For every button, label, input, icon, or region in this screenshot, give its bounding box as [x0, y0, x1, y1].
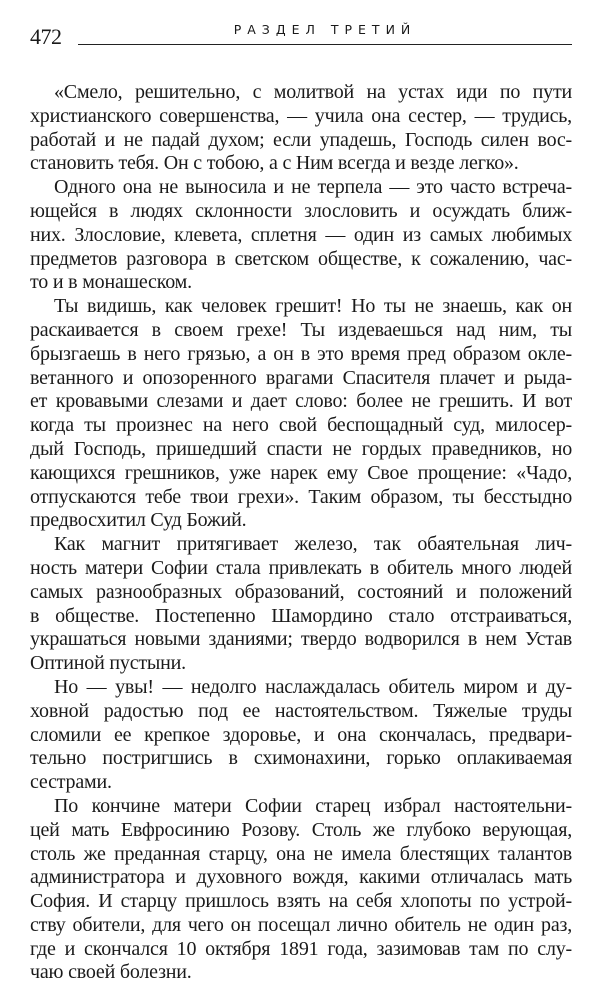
text-line: кающихся грешников, уже нарек ему Свое прощение: «Чадо,: [30, 461, 572, 484]
page-number: 472: [30, 24, 62, 49]
text-line: Одного она не выносила и не терпела — это часто встреча-: [54, 176, 572, 199]
text-line: брызгаешь в него грязью, а он в это время пред образом окле-: [30, 342, 572, 365]
text-line: ховной радостью под ее настоятельством. Тяжелые труды: [30, 699, 572, 722]
text-line: цей мать Евфросинию Розову. Столь же глубоко верующая,: [30, 818, 572, 841]
header-rule: [78, 44, 572, 45]
text-line: самых разнообразных образований, состояний и положений: [30, 580, 572, 603]
text-line: предметов разговора в светском обществе, к сожалению, час-: [30, 247, 572, 270]
paragraph: [30, 533, 572, 676]
text-line: чаю своей болезни.: [30, 961, 192, 984]
text-line: ству обители, для чего он посещал лично обитель не один раз,: [30, 913, 572, 936]
text-line: София. И старцу пришлось взять на себя хлопоты по устрой-: [30, 890, 572, 913]
text-line: администратора и духовного вождя, какими отличалась мать: [30, 866, 572, 889]
text-line: ющейся в людях склонности злословить и осуждать ближ-: [30, 199, 572, 222]
text-line: тельно постригшись в схимонахини, горько оплакиваемая: [30, 747, 572, 770]
text-line: в обществе. Постепенно Шамордино стало отстраиваться,: [30, 604, 572, 627]
paragraph: [30, 81, 572, 176]
text-line: дый Господь, пришедший спасти не гордых праведников, но: [30, 437, 572, 460]
text-line: ет кровавыми слезами и дает слово: более не грешить. И вот: [30, 390, 572, 413]
text-line: Ты видишь, как человек грешит! Но ты не знаешь, как он: [54, 295, 572, 318]
text-line: ветанного и опозоренного врагами Спасителя плачет и рыда-: [30, 366, 572, 389]
text-line: когда ты произнес на него свой беспощадный суд, милосер-: [30, 414, 572, 437]
body-text: [30, 81, 572, 985]
text-line: них. Злословие, клевета, сплетня — один из самых любимых: [30, 223, 572, 246]
text-line: Как магнит притягивает железо, так обаятельная лич-: [54, 533, 572, 556]
text-line: «Смело, решительно, с молитвой на устах иди по пути: [54, 81, 572, 103]
text-line: то и в монашеском.: [30, 271, 192, 294]
paragraph: [30, 676, 572, 795]
running-header: [30, 22, 572, 48]
text-line: отпускаются тебе твои грехи». Таким образом, ты бесстыдно: [30, 485, 572, 508]
text-line: По кончине матери Софии старец избрал настоятельни-: [54, 794, 572, 817]
running-title: РАЗДЕЛ ТРЕТИЙ: [233, 22, 417, 37]
paragraph: [30, 295, 572, 533]
text-line: сломили ее крепкое здоровье, и она скончалась, предвари-: [30, 723, 572, 746]
paragraph: [30, 795, 572, 985]
text-line: предвосхитил Суд Божий.: [30, 509, 247, 532]
text-line: работай и не падай духом; если упадешь, Господь силен вос-: [30, 128, 572, 151]
text-line: где и скончался 10 октября 1891 года, зазимовав там по слу-: [30, 937, 572, 960]
text-line: ность матери Софии стала привлекать в обитель много людей: [30, 556, 572, 579]
text-line: сестрами.: [30, 771, 112, 794]
text-line: украшаться новыми зданиями; твердо водворился в нем Устав: [30, 628, 572, 651]
paragraph: [30, 176, 572, 295]
text-line: Но — увы! — недолго наслаждалась обитель миром и ду-: [54, 675, 572, 698]
text-line: раскаивается в своем грехе! Ты издеваешься над ним, ты: [30, 318, 572, 341]
text-line: христианского совершенства, — учила она сестер, — трудись,: [30, 104, 572, 127]
text-line: столь же преданная старцу, она не имела блестящих талантов: [30, 842, 572, 865]
text-line: Оптиной пустыни.: [30, 652, 186, 675]
text-line: становить тебя. Он с тобою, а с Ним всегда и везде легко».: [30, 152, 519, 175]
